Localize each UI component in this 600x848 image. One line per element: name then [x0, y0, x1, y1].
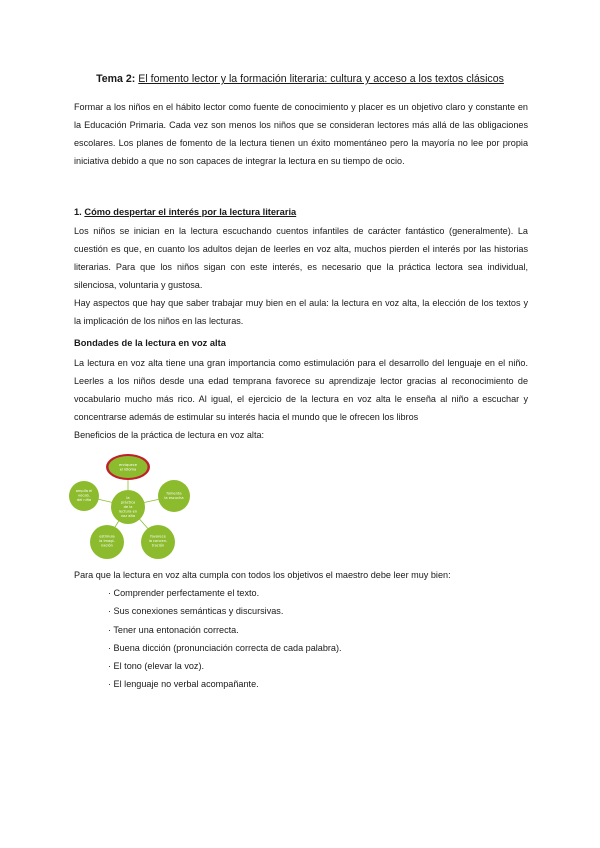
section-2-heading: Bondades de la lectura en voz alta	[74, 338, 226, 348]
node-right	[158, 480, 190, 512]
list-item: · El lenguaje no verbal acompañante.	[108, 679, 259, 690]
list-item: · Sus conexiones semánticas y discursivas.	[108, 606, 284, 617]
node-bottom-right-line-1: favorece	[150, 534, 166, 539]
list-item: · Comprender perfectamente el texto.	[108, 588, 260, 598]
list-item: · Buena dicción (pronunciación correcta de cada palabra).	[108, 642, 342, 653]
node-left-line-1: amplía el	[75, 489, 93, 493]
list-item: · Tener una entonación correcta.	[108, 624, 239, 635]
benefits-diagram-svg	[64, 448, 200, 566]
section-1-paragraph-2: Hay aspectos que hay que saber trabajar muy bien en el aula: la lectura en voz alta, la elección de los textos y la implicación de los niños en las lecturas.	[74, 298, 528, 326]
title-lead: Tema 2:	[96, 73, 136, 85]
node-center-line-2: práctica	[120, 500, 136, 505]
section-1-heading	[74, 205, 296, 219]
section-1-body	[74, 222, 528, 330]
requirements-intro: Para que la lectura en voz alta cumpla con todos los objetivos el maestro debe leer muy bien:	[74, 570, 451, 580]
section-1-number: 1.	[74, 207, 82, 217]
node-bottom-right	[141, 525, 175, 559]
node-bottom-left-line-1: estimula	[99, 534, 115, 539]
requirements-list	[108, 584, 342, 694]
list-item: · El tono (elevar la voz).	[108, 661, 205, 672]
node-bottom-right-line-3: tración	[151, 543, 165, 548]
node-center-line-1: la	[126, 496, 130, 500]
node-left-line-2: vocab.	[78, 493, 90, 498]
section-1-paragraph-1: Los niños se inician en la lectura escuchando cuentos infantiles de carácter fantástico (generalmente). La cuestión es que, en cuanto los adultos dejan de leerles en voz alta, muchos pierden el interés por las historias literarias. Para que los niños sigan con este interés, es necesario que la práctica lectora sea individual, silenciosa, voluntaria y gustosa.	[74, 226, 528, 290]
node-center-line-3: de la	[123, 505, 133, 509]
node-center-line-4: lectura en	[118, 509, 138, 514]
node-right-line-2: la escucha	[164, 496, 184, 500]
node-bottom-left-line-3: nación	[101, 543, 113, 548]
title-text: El fomento lector y la formación literaria: cultura y acceso a los textos clásicos	[138, 73, 504, 85]
node-center-line-5: voz alta	[120, 514, 136, 518]
node-center	[111, 490, 145, 524]
section-2-paragraph-2: Beneficios de la práctica de lectura en voz alta:	[74, 430, 265, 440]
node-bottom-left-line-2: la imagi-	[99, 539, 115, 543]
node-left	[69, 481, 99, 511]
node-top	[106, 454, 150, 480]
intro-paragraph: Formar a los niños en el hábito lector como fuente de conocimiento y placer es un objetivo claro y constante en la Educación Primaria. Cada vez son menos los niños que se consideran lectores más allá de las obligaciones escolares. Los planes de fomento de la lectura tienen un éxito momentáneo pero la mayoría no lee por propia iniciativa debido a que no son capaces de integrar la lectura en su tiempo de ocio.	[74, 102, 528, 166]
node-right-line-1: fomenta	[166, 491, 182, 496]
benefits-diagram	[64, 448, 200, 566]
node-top-line-1: enriquece	[119, 463, 137, 467]
section-1-title: Cómo despertar el interés por la lectura literaria	[84, 207, 297, 217]
document-title	[0, 72, 600, 86]
node-bottom-right-line-2: la concen-	[148, 539, 168, 543]
node-bottom-left	[90, 525, 124, 559]
section-2-body	[74, 354, 528, 444]
section-2-paragraph-1: La lectura en voz alta tiene una gran importancia como estimulación para el desarrollo del lenguaje en el niño. Leerles a los niños desde una edad temprana favorece su aprendizaje lector gracias al reconocimiento de vocabulario mucho más rico. Al igual, el ejercicio de la lectura en voz alta le enseña al niño a escuchar y concentrarse además de estimular su interés hacia el mundo que le ofrecen los libros	[74, 358, 528, 422]
node-top-line-2: el idioma	[119, 467, 137, 472]
node-left-line-3: del niño	[76, 498, 92, 502]
